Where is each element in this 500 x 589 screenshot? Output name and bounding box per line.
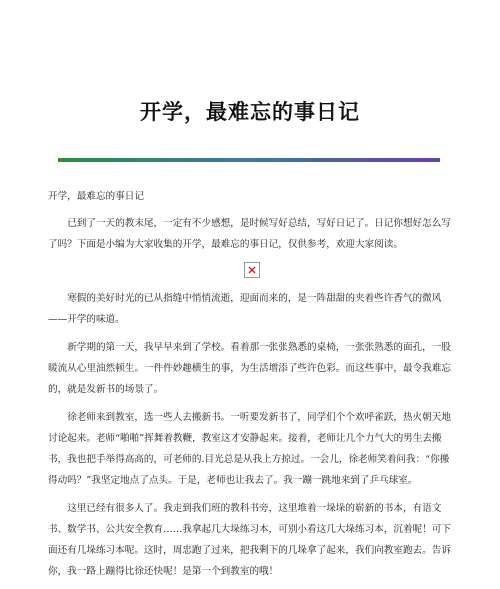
article-intro: 已到了一天的教末尾，一定有不少感想，是时候写好总结，写好日记了。日记你想好怎么写了吗？下面是小编为大家收集的开学，最难忘的事日记，仅供参考，欢迎大家阅读。 [48,218,451,250]
article-paragraph: 徐老师来到教室，选一些人去搬新书。一听要发新书了，同学们个个欢呼雀跃，热火朝天地讨论起来。老师“啪啪”挥舞着教鞭，教室这才安静起来。接着，老师让几个力气大的男生去搬书，我也把手举得高高的，可老师的.目光总是从我上方掠过。一会儿，徐老师笑着问我：“你搬得动吗？”我坚定地点了点头。于是，老师也让我去了。我一蹦一跳地来到了乒乓球室。 [48,412,451,486]
article-paragraph: 这里已经有很多人了。我走到我们班的教科书旁，这里堆着一垛垛的崭新的书本，有语文书、数学书、公共安全教育……我拿起几大垛练习本，可别小看这几大垛练习本，沉着呢！可下面还有几垛练习本呢。这时，周忠跑了过来，把我剩下的几垛拿了起来，我们向教室跑去。告诉你，我一路上蹦得比徐还快呢！是第一个到教室的哦！ [48,503,451,577]
article-subheading: 开学，最难忘的事日记 [48,191,144,202]
article-paragraph: 寒假的美好时光的已从指缝中悄悄流逝，迎面而来的，是一阵甜甜的夹着些许香气的微风——开学的味道。 [48,293,442,325]
page-title: 开学，最难忘的事日记 [140,99,360,124]
broken-image-icon [244,262,260,278]
article-paragraph: 新学期的第一天，我早早来到了学校。看着那一张张熟悉的桌椅，一张张熟悉的面孔，一股暖流从心里油然顿生。一件件妙趣横生的事，为生活增添了些许色彩。而这些事中，最令我难忘的，就是发新书的场景了。 [48,342,451,395]
article-body [48,186,456,589]
broken-image-icon-glyph [248,266,256,274]
title-divider [58,158,440,162]
